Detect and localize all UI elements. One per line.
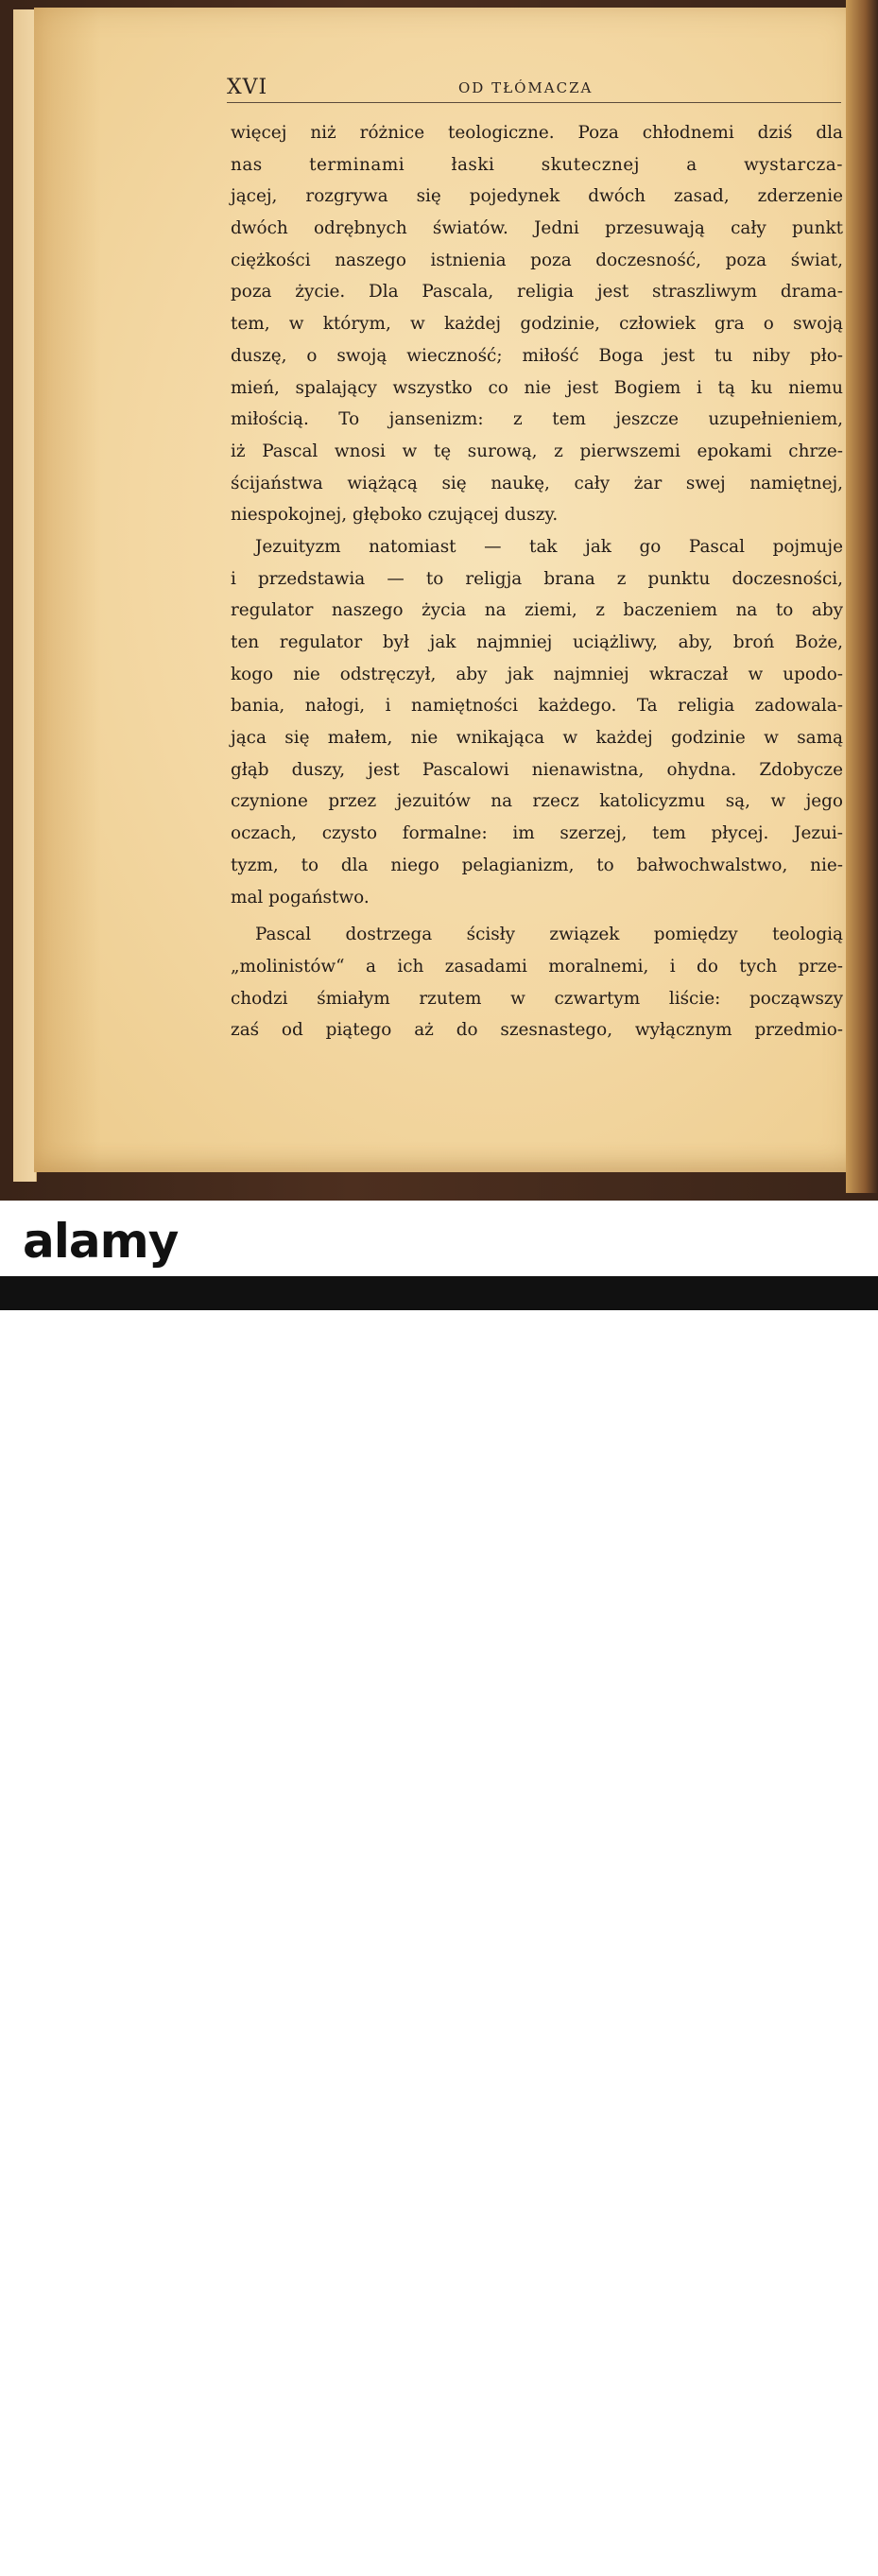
text-line: kogo nie odstręczył, aby jak najmniej wkraczał w upodo- [231, 664, 843, 684]
image-id: Image ID: P8257K [26, 2559, 154, 2576]
text-line: „molinistów“ a ich zasadami moralnemi, i do tych prze- [231, 956, 843, 977]
page-text [231, 117, 843, 1046]
text-line: głąb duszy, jest Pascalowi nienawistna, ohydna. Zdobycze [231, 759, 843, 780]
text-line: poza życie. Dla Pascala, religia jest straszliwym drama- [231, 282, 843, 303]
text-line: ścijaństwa wiążącą się naukę, cały żar swej namiętnej, [231, 473, 843, 493]
text-line: tem, w którym, w każdej godzinie, człowiek gra o swoją [231, 314, 843, 335]
text-line: dwóch odrębnych światów. Jedni przesuwają cały punkt [231, 218, 843, 239]
text-line: mal pogaństwo. [231, 887, 370, 908]
site-url: www.alamy.com [737, 2559, 852, 2576]
text-line: miłością. To jansenizm: z tem jeszcze uzupełnieniem, [231, 409, 843, 430]
text-line: więcej niż różnice teologiczne. Poza chłodnemi dziś dla [231, 123, 843, 143]
text-line: regulator naszego życia na ziemi, z baczeniem na to aby [231, 600, 843, 621]
page-fore-edge [846, 0, 878, 1193]
text-line: i przedstawia — to religja brana z punktu doczesności, [231, 568, 843, 589]
text-line: bania, nałogi, i namiętności każdego. Ta religia zadowala- [231, 696, 843, 717]
text-line: duszę, o swoją wieczność; miłość Boga jest tu niby pło- [231, 345, 843, 366]
text-line: mień, spalający wszystko co nie jest Bogiem i tą ku niemu [231, 377, 843, 398]
page-header [227, 76, 841, 103]
text-line: jącej, rozgrywa się pojedynek dwóch zasad, zderzenie [231, 186, 843, 207]
text-line: Pascal dostrzega ścisły związek pomiędzy teologią [255, 925, 843, 945]
alamy-logo: alamy [23, 1214, 179, 1269]
text-line: zaś od piątego aż do szesnastego, wyłącznym przedmio- [231, 1020, 843, 1041]
text-line: Jezuityzm natomiast — tak jak go Pascal pojmuje [255, 536, 843, 557]
text-line: tyzm, to dla niego pelagianizm, to bałwochwalstwo, nie- [231, 855, 843, 875]
text-line: iż Pascal wnosi w tę surową, z pierwszemi epokami chrze- [231, 441, 843, 461]
text-line: niespokojnej, głęboko czującej duszy. [231, 505, 559, 526]
text-line: jąca się małem, nie wnikająca w każdej godzinie w samą [231, 728, 843, 749]
text-line: oczach, czysto formalne: im szerzej, tem płycej. Jezui- [231, 823, 843, 844]
text-line: ten regulator był jak najmniej uciążliwy, aby, broń Boże, [231, 632, 843, 652]
page-number: XVI [227, 76, 268, 99]
watermark-footer [0, 1276, 878, 2576]
text-line: nas terminami łaski skutecznej a wystarcza- [231, 154, 843, 175]
text-line: ciężkości naszego istnienia poza doczesność, poza świat, [231, 250, 843, 270]
running-head: OD TŁÓMACZA [458, 79, 594, 96]
text-line: czynione przez jezuitów na rzecz katolicyzmu są, w jego [231, 791, 843, 812]
page-gutter-shadow [34, 8, 100, 1172]
text-line: chodzi śmiałym rzutem w czwartym liście: począwszy [231, 988, 843, 1009]
